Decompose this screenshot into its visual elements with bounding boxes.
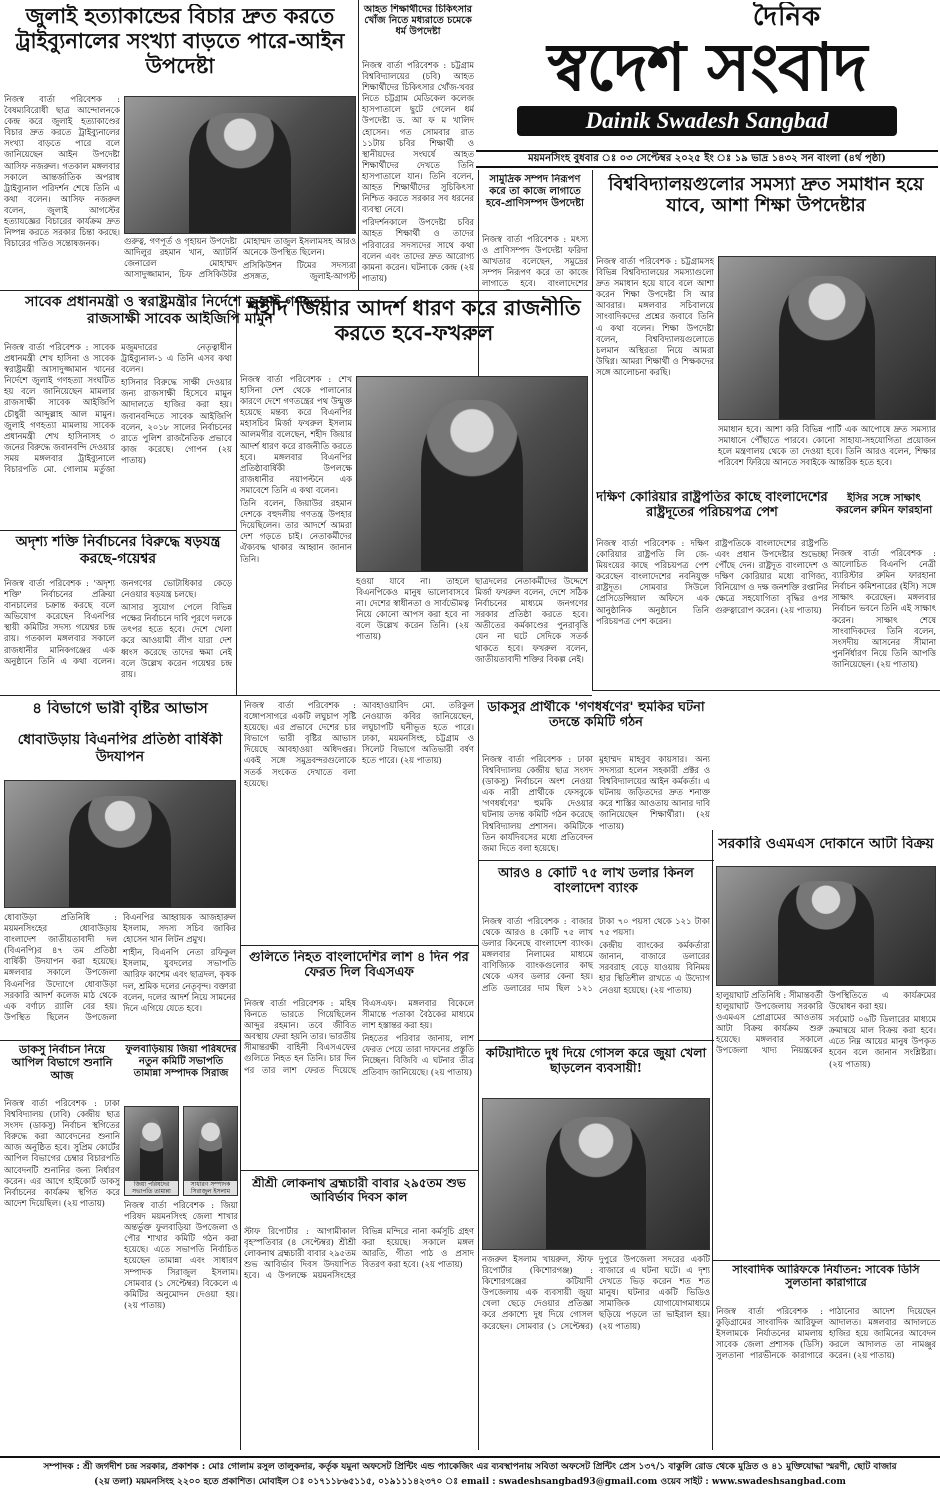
paragraph: হাসিনার বিরুদ্ধে সাক্ষী দেওয়ার জন্য রাজসাক্ষী হিসেবে মামুন আদালতে হাজির করা হয়। জবানবন্দিতে সাবেক আইজিপি বলেন, ২০১৮ সালের নির্বাচনের রাতে পুলিশ রাজনৈতিক প্রভাবে কাজ করেছে। গোপন (২য় পাতায়) <box>121 377 232 465</box>
article-body-marine <box>482 234 588 290</box>
column-rule <box>236 295 237 695</box>
photo-president-tamanna <box>124 1106 179 1196</box>
paragraph: আসার সুযোগ পেলে বিভিন্ন পক্ষের নির্বাচনে দাবি পূরণে দলকে তৎপর হতে হবে। দেশে খেলা করে আওয়ামী লীগ যারা দেশ ধ্বংস করেছে তাদের ক্ষমা নেই বলে উল্লেখ করেন গয়েশ্বর চন্দ্র রায়। <box>121 602 232 679</box>
column-rule <box>358 0 359 290</box>
paragraph: নিজস্ব বার্তা পরিবেশক : মৎস্য ও প্রাণিসম্পদ উপদেষ্টা ফরিদা আখতার বলেছেন, সমুদ্রের সম্পদ নিরূপণ করে তা কাজে লাগাতে হবে। বাংলাদেশের <box>482 234 588 289</box>
photo-caption: জিয়া পরিষদের সভাপতি তামান্না <box>125 1181 178 1195</box>
article-body-invisible-force <box>4 578 232 692</box>
paragraph: নিজস্ব বার্তা পরিবেশক : চট্টগ্রামসহ বিভিন্ন বিশ্ববিদ্যালয়ের সমস্যাগুলো দ্রুত সমাধান হয়ে যাবে বলে আশা করেন শিক্ষা উপদেষ্টা সি আর আবরার। মঙ্গলবার সচিবালয়ে সাংবাদিকদের প্রশ্নের জবাবে তিনি এ কথা বলেন। শিক্ষা উপদেষ্টা বলেন, বিশ্ববিদ্যালয়গুলোতে চলমান অস্থিরতা নিয়ে আমরা উদ্বিগ্ন। আমরা শিক্ষার্থী ও শিক্ষকদের সঙ্গে আলোচনা করছি। <box>596 256 714 377</box>
column-rule <box>478 700 479 1450</box>
paragraph: নজরুল ইসলাম খায়রুল, স্টাফ রিপোর্টার (কিশোরগঞ্জ) : কিশোরগঞ্জের কটিয়াদী উপজেলায় এক ব্যবসায়ী জুয়া খেলা ছেড়ে দেওয়ার প্রতিজ্ঞা করে প্রকাশ্যে দুধ দিয়ে গোসল করেছেন। সোমবার (১ সেপ্টেম্বর) দুপুরে উপজেলা সদরের একটি বাজারে এ ঘটনা ঘটে। এ দৃশ্য দেখতে ভিড় করেন শত শত মানুষ। ঘটনার একটি ভিডিও সামাজিক যোগাযোগমাধ্যমে ছড়িয়ে পড়লে তা ভাইরাল হয়। (২য় পাতায়) <box>482 1254 710 1331</box>
paragraph: মুহাম্মদ মাহবুব কায়সার। অন্য সদস্যরা হলেন সহকারী প্রক্টর ও বিশ্ববিদ্যালয়ের আইন কর্মকর্তা। এ ঘটনায় জড়িতদের দ্রুত শনাক্ত করে শাস্তির আওতায় আনার দাবি জানিয়েছেন শিক্ষার্থীরা। (২য় পাতায়) <box>599 754 710 831</box>
article-body-zia-right <box>356 576 588 692</box>
headline-university-problems: বিশ্ববিদ্যালয়গুলোর সমস্যা দ্রুত সমাধান হয়ে যাবে, আশা শিক্ষা উপদেষ্টার <box>608 174 924 217</box>
section-rule <box>0 695 592 696</box>
article-body-zia-left <box>240 374 352 692</box>
section-rule <box>712 1260 940 1261</box>
paragraph: নিজস্ব বার্তা পরিবেশক : দক্ষিণ কোরিয়ার রাষ্ট্রপতি লি জে-মিয়ংয়ের কাছে পরিচয়পত্র পেশ করেছেন বাংলাদেশের নবনিযুক্ত রাষ্ট্রদূত। সোমবার সিউলে প্রেসিডেন্সিয়াল অফিসে এক আনুষ্ঠানিক অনুষ্ঠানে তিনি পরিচয়পত্র পেশ করেন। <box>596 538 709 626</box>
newspaper-name-latin: Dainik Swadesh Sangbad <box>517 106 897 136</box>
headline-invisible-force: অদৃশ্য শক্তি নির্বাচনের বিরুদ্ধে ষড়যন্ত্র করছে-গয়েশ্বর <box>15 534 221 567</box>
paragraph: ছাত্রদলের নেতাকর্মীদের উদ্দেশে মির্জা ফখরুল বলেন, দেশে সঠিক নির্বাচনের মাধ্যমে জনগণের সরকার প্রতিষ্ঠা করতে হবে। অতীতের কর্মকাণ্ডের পুনরাবৃত্তি যেন না ঘটে সেদিকে সতর্ক থাকতে হবে। ফখরুল বলেন, জাতীয়তাবাদী শক্তির বিকল্প নেই। <box>475 576 588 664</box>
article-body-ducsu-threat <box>482 754 710 858</box>
paragraph: পরিদর্শনকালে উপদেষ্টা চবির আহত শিক্ষার্থী ও তাদের পরিবারের সদস্যদের সাথে কথা বলেন এবং তাদের দ্রুত আরোগ্য কামনা করেন। ঘটনাকে কেন্দ্র (২য় পাতায়) <box>362 217 474 283</box>
article-body-dhobaura <box>4 912 236 1038</box>
imprint-line-2: (২য় তলা) ময়মনসিংহ ২২০০ হতে প্রকাশিত। মোবাইল ঃ ০১৭১১৮৬৫১১৫, ০১৯১১১৪২৩৭০ ঃ email : swadeshsangbad93@gmail.com ওয়েব সাইট : www.swadeshsangbad.com <box>94 1477 846 1487</box>
article-body-loknath <box>244 1226 474 1452</box>
article-body-rain <box>244 700 474 940</box>
paragraph: নিজস্ব বার্তা পরিবেশক : চট্টগ্রাম বিশ্ববিদ্যালয়ের (চবি) আহত শিক্ষার্থীদের চিকিৎসার খোঁজ-খবর নিতে চট্টগ্রাম মেডিকেল কলেজ হাসপাতালে ছুটে গেলেন ধর্ম উপদেষ্টা ড. আ ফ ম খালিদ হোসেন। গত সোমবার রাত ১১টায় চবির শিক্ষার্থী ও স্থানীয়দের সংঘর্ষে আহত শিক্ষার্থীদের দেখতে তিনি হাসপাতালে যান। তিনি বলেন, আহত শিক্ষার্থীদের সুচিকিৎসা নিশ্চিত করতে সরকার সব ধরনের ব্যবস্থা নেবে। <box>362 60 474 215</box>
article-body-ex-igp <box>4 342 232 528</box>
article-body-dollar <box>482 916 710 1038</box>
paragraph: আবহাওয়াবিদ মো. তরিকুল নেওয়াজ কবির জানিয়েছেন, লঘুচাপটি ঘনীভূত হতে পারে। ঢাকা, ময়মনসিংহ, চট্টগ্রাম ও সিলেট বিভাগে অতিভারী বর্ষণ হতে পারে। (২য় পাতায়) <box>362 700 474 766</box>
article-body-omms <box>716 990 936 1256</box>
paragraph: ধোবাউড়া প্রতিনিধি : ময়মনসিংহের ধোবাউড়ায় বাংলাদেশ জাতীয়তাবাদী দল (বিএনপি)র ৪৭ তম প্রতিষ্ঠা বার্ষিকী উদযাপন করা হয়েছে। মঙ্গলবার সকালে উপজেলা বিএনপির উদ্যোগে ধোবাউড়া সরকারি আদর্শ কলেজ মাঠ থেকে এক বর্ণাঢ্য র‍্যালি বের হয়। উপস্থিত ছিলেন উপজেলা বিএনপির আহ্বায়ক আজহারুল ইসলাম, সদস্য সচিব জাকির হোসেন খান লিটন প্রমুখ। <box>4 912 236 1022</box>
section-rule <box>478 860 714 861</box>
headline-ducsu-hearing: ডাকসু নির্বাচন নিয়ে আপিল বিভাগে শুনানি আজ <box>11 1044 113 1082</box>
article-body-katiadi <box>482 1254 710 1452</box>
paragraph: নিজস্ব বার্তা পরিবেশক : শেখ হাসিনা দেশ থেকে পালানোর কারণে দেশে গণতন্ত্রের পথ উন্মুক্ত হয়েছে মন্তব্য করে বিএনপির মহাসচিব মির্জা ফখরুল ইসলাম আলমগীর বলেছেন, শহীদ জিয়ার আদর্শ ধারণ করে রাজনীতি করতে হবে। মঙ্গলবার বিএনপির প্রতিষ্ঠাবার্ষিকী উপলক্ষে রাজধানীর নয়াপল্টনে এক সমাবেশে তিনি এ কথা বলেন। <box>240 374 352 495</box>
paragraph: নিজস্ব বার্তা পরিবেশক : 'অদৃশ্য শক্তি' নির্বাচনের প্রক্রিয়া বানচালের চক্রান্ত করছে বলে অভিযোগ করেছেন বিএনপির স্থায়ী কমিটির সদস্য গয়েশ্বর চন্দ্র রায়। গতকাল মঙ্গলবার সকালে রাজধানীর মানিকগঞ্জের এক অনুষ্ঠানে তিনি এ কথা বলেন। জনগণের ভোটাধিকার কেড়ে নেওয়ার ষড়যন্ত্র চলছে। <box>4 578 232 666</box>
headline-fulbaria-committee: ফুলবাড়িয়ায় জিয়া পরিষদের নতুন কমিটি সভাপতি তামান্না সম্পাদক সিরাজ <box>125 1044 237 1079</box>
paragraph: হালুয়াঘাট প্রতিনিধি : সীমান্তবর্তী হালুয়াঘাট উপজেলায় সরকারি ওএমএস প্রোগ্রামের আওতায় আটা বিক্রয় কার্যক্রম শুরু হয়েছে। মঙ্গলবার সকালে উপজেলা খাদ্য নিয়ন্ত্রকের উপস্থিতিতে এ কার্যক্রমের উদ্বোধন করা হয়। <box>716 990 936 1056</box>
paragraph: নিজস্ব বার্তা পরিবেশক : জিয়া পরিষদ ময়মনসিংহ জেলা শাখার অন্তর্ভুক্ত ফুলবাড়িয়া উপজেলা ও পৌর শাখার কমিটি গঠন করা হয়েছে। এতে সভাপতি নির্বাচিত হয়েছেন তামান্না এবং সাধারণ সম্পাদক সিরাজুল ইসলাম। সোমবার (১ সেপ্টেম্বর) বিকেলে এ কমিটির অনুমোদন দেওয়া হয়। (২য় পাতায়) <box>124 1200 238 1310</box>
paragraph: নিহতের পরিবার জানায়, লাশ ফেরত পেয়ে তারা দাফনের প্রস্তুতি নিচ্ছেন। বিজিবি এ ঘটনার তীব্র প্রতিবাদ জানিয়েছে। (২য় পাতায়) <box>362 1033 474 1077</box>
headline-katiadi-milk-bath: কটিয়াদীতে দুধ দিয়ে গোসল করে জুয়া খেলা ছাড়লেন ব্যবসায়ী! <box>485 1046 707 1075</box>
photo-fakhrul <box>356 376 588 572</box>
paragraph: শাহীন, বিএনপি নেতা রফিকুল ইসলাম, যুবদলের সভাপতি আরিফ কাশেম এবং ছাত্রদল, কৃষক দল, শ্রমিক দলের নেতৃবৃন্দ। বক্তারা বলেন, দলের আদর্শ নিয়ে সামনের দিনে এগিয়ে যেতে হবে। <box>123 947 236 1013</box>
headline-ducsu-threat: ডাকসুর প্রার্থীকে 'গণধর্ষণের' হুমকির ঘটনা তদন্তে কমিটি গঠন <box>487 700 705 731</box>
paragraph: গুরুত্ব, গণপূর্ত ও গৃহায়ন উপদেষ্টা আদিলুর রহমান খান, অ্যাটর্নি জেনারেল মোহাম্মদ আসাদুজ্জামান, চিফ প্রসিকিউটর মোহাম্মদ তাজুল ইসলামসহ আরও অনেকে উপস্থিত ছিলেন। <box>124 236 356 280</box>
headline-omms-flour: সরকারি ওএমএস দোকানে আটা বিক্রয় <box>718 836 934 852</box>
article-body-arif <box>716 1306 936 1452</box>
headline-marine-resources: সামুদ্রিক সম্পদ নিরূপণ করে তা কাজে লাগাতে হবে-প্রাণিসম্পদ উপদেষ্টা <box>486 174 584 209</box>
photo-dhobaura-rally <box>4 780 236 908</box>
photo-omms-shop <box>716 866 936 986</box>
photo-secretary-siraj <box>183 1106 238 1196</box>
headline-rumin-farhana: ইসির সঙ্গে সাক্ষাৎ করলেন রুমিন ফারহানা <box>835 492 933 517</box>
section-rule <box>0 1040 240 1041</box>
paragraph: নিজস্ব বার্তা পরিবেশক : সাবেক প্রধানমন্ত্রী শেখ হাসিনা ও সাবেক স্বরাষ্ট্রমন্ত্রী আসাদুজ্জামান খানের নির্দেশে জুলাই গণহত্যা সংঘটিত হয় বলে জানিয়েছেন মামলার রাজসাক্ষী সাবেক আইজিপি চৌধুরী আব্দুল্লাহ আল মামুন। জুলাই গণহত্যা মামলায় সাবেক প্রধানমন্ত্রী শেখ হাসিনাসহ ৩ জনের বিরুদ্ধে জবানবন্দি দেওয়ার সময় মঙ্গলবার ট্রাইব্যুনালে বিচারপতি মো. গোলাম মর্তুজা মজুমদারের নেতৃত্বাধীন ট্রাইব্যুনাল-১ এ তিনি এসব কথা বলেন। <box>4 342 232 475</box>
article-body-korea <box>596 538 828 688</box>
paragraph: নিজস্ব বার্তা পরিবেশক : মহিষ কিনতে ভারতে গিয়েছিলেন আব্দুর রহমান। তবে জীবিত অবস্থায় ফেরা হয়নি তার। ভারতীয় সীমান্তরক্ষী বাহিনী বিএসএফের গুলিতে নিহত হন তিনি। চার দিন পর তার লাশ ফেরত দিয়েছে বিএসএফ। মঙ্গলবার বিকেলে সীমান্তে পতাকা বৈঠকের মাধ্যমে লাশ হস্তান্তর করা হয়। <box>244 998 474 1075</box>
photo-education-adviser <box>718 256 936 420</box>
paragraph: নিজস্ব বার্তা পরিবেশক : ঢাকা বিশ্ববিদ্যালয় কেন্দ্রীয় ছাত্র সংসদ (ডাকসু) নির্বাচনে অংশ নেওয়া এক নারী প্রার্থীকে ফেসবুকে 'গণধর্ষণের' হুমকি দেওয়ার ঘটনায় তদন্ত কমিটি গঠন করেছে বিশ্ববিদ্যালয় প্রশাসন। কমিটিকে তিন কার্যদিবসের মধ্যে প্রতিবেদন জমা দিতে বলা হয়েছে। <box>482 754 593 853</box>
article-body-bsf <box>244 998 474 1168</box>
paragraph: সর্বমোট ০৬টি ডিলারের মাধ্যমে ক্রমান্বয়ে মাল বিক্রয় করা হবে। এতে নিম্ন আয়ের মানুষ উপকৃত হবেন বলে জানান সংশ্লিষ্টরা। (২য় পাতায়) <box>829 1014 936 1069</box>
paragraph: প্রসিকিউশন টিমের সদস্যরা প্রসঙ্গত, জুলাই-আগস্ট <box>243 260 356 282</box>
article-body-fulbaria <box>124 1200 238 1452</box>
masthead-dainik: দৈনিক <box>752 2 822 32</box>
paragraph: সমাধান হবে। আশা করি বিভিন্ন পার্টি এক আপোষে দ্রুত সমস্যার সমাধানে পৌঁছাতে পারবে। কোনো সাহায্য-সহযোগিতা প্রয়োজন হলে মন্ত্রণালয় থেকে তা দেওয়া হবে। তিনি আরও বলেন, শিক্ষার পরিবেশ ফিরিয়ে আনতে সবাইকে আন্তরিক হতে হবে। <box>718 424 936 468</box>
section-rule <box>240 1170 478 1171</box>
paragraph: নিজস্ব বার্তা পরিবেশক : আলোচিত বিএনপি নেত্রী ব্যারিস্টার রুমিন ফারহানা নির্বাচন কমিশনারের (ইসি) সঙ্গে সাক্ষাৎ করেছেন। মঙ্গলবার নির্বাচন ভবনে তিনি এই সাক্ষাৎ করেন। সাক্ষাৎ শেষে সাংবাদিকদের তিনি বলেন, সংসদীয় আসনের সীমানা পুনর্নির্ধারণ নিয়ে তিনি আপত্তি জানিয়েছেন। (২য় পাতায়) <box>832 548 936 669</box>
imprint-footer <box>0 1456 940 1490</box>
paragraph: স্টাফ রিপোর্টার : আগামীকাল বৃহস্পতিবার (৪ সেপ্টেম্বর) শ্রীশ্রী লোকনাথ ব্রহ্মচারী বাবার ২৯৫তম শুভ আবির্ভাব দিবস উদযাপিত হবে। এ উপলক্ষে ময়মনসিংহের বিভিন্ন মন্দিরে নানা কর্মসূচি গ্রহণ করা হয়েছে। সকালে মঙ্গল আরতি, গীতা পাঠ ও প্রসাদ বিতরণ করা হবে। (২য় পাতায়) <box>244 1226 474 1281</box>
headline-zia-ideals: শহীদ জিয়ার আদর্শ ধারণ করে রাজনীতি করতে হবে-ফখরুল <box>247 296 581 345</box>
paragraph: হওয়া যাবে না। তাহলে বিএনপিকেও মানুষ ভালোবাসবে না। দেশের স্বাধীনতা ও সার্বভৌমত্ব নিয়ে কোনো আপস করা হবে না বলে উল্লেখ করেন তিনি। (২য় পাতায়) <box>356 576 469 642</box>
article-body-injured <box>362 60 474 288</box>
column-rule <box>712 830 713 1450</box>
paragraph: নিজস্ব বার্তা পরিবেশক : কুড়িগ্রামের সাংবাদিক আরিফুল ইসলামকে নির্যাতনের মামলায় সাবেক জেলা প্রশাসক (ডিসি) সুলতানা পারভীনকে কারাগারে পাঠানোর আদেশ দিয়েছেন আদালত। মঙ্গলবার আদালতে হাজির হয়ে জামিনের আবেদন করলে আদালত তা নামঞ্জুর করেন। (২য় পাতায়) <box>716 1306 936 1361</box>
section-rule <box>358 290 592 291</box>
column-rule <box>240 700 241 1450</box>
paragraph: কেন্দ্রীয় ব্যাংকের কর্মকর্তারা জানান, বাজারে ডলারের সরবরাহ বেড়ে যাওয়ায় বিনিময় হার স্থিতিশীল রাখতে এ উদ্যোগ নেওয়া হয়েছে। (২য় পাতায়) <box>599 940 710 995</box>
section-rule <box>0 530 236 531</box>
headline-heavy-rain: ৪ বিভাগে ভারী বৃষ্টির আভাস <box>32 700 208 717</box>
paragraph: নিজস্ব বার্তা পরিবেশক : বঙ্গোপসাগরে একটি লঘুচাপ সৃষ্টি হয়েছে। এর প্রভাবে দেশের চার বিভাগে ভারী বৃষ্টির আভাস দিয়েছে আবহাওয়া অধিদপ্তর। একই সঙ্গে সমুদ্রবন্দরগুলোকে সতর্ক সংকেত দেখাতে বলা হয়েছে। <box>244 700 356 788</box>
paragraph: নিজস্ব বার্তা পরিবেশক : বাজার থেকে আরও ৪ কোটি ৭৫ লাখ ডলার কিনেছে বাংলাদেশ ব্যাংক। মঙ্গলবার নিলামের মাধ্যমে বাণিজ্যিক ব্যাংকগুলোর কাছ থেকে এসব ডলার কেনা হয়। প্রতি ডলারের দাম ছিল ১২১ টাকা ৭০ পয়সা থেকে ১২১ টাকা ৭৫ পয়সা। <box>482 916 710 993</box>
headline-ex-igp-mamun: সাবেক প্রধানমন্ত্রী ও স্বরাষ্ট্রমন্ত্রীর নির্দেশে জুলাই গণহত্যা-রাজসাক্ষী সাবেক আইজিপি মামুন <box>25 294 335 327</box>
photo-caption: সাধারণ সম্পাদক সিরাজুল ইসলাম <box>184 1181 237 1195</box>
article-body-university-2 <box>718 424 936 488</box>
paragraph: নিজস্ব বার্তা পরিবেশক : বৈষম্যবিরোধী ছাত্র আন্দোলনকে কেন্দ্র করে জুলাই হত্যাকাণ্ডের বিচার দ্রুত করতে ট্রাইব্যুনালের সংখ্যা বাড়তে পারে বলে জানিয়েছেন আইন উপদেষ্টা আসিফ নজরুল। গতকাল মঙ্গলবার সকালে আন্তর্জাতিক অপরাধ ট্রাইব্যুনাল পরিদর্শন শেষে তিনি এ কথা বলেন। আসিফ নজরুল বলেন, জুলাই আগস্টের হত্যাযজ্ঞের বিচারের কার্যক্রম দ্রুত নিষ্পন্ন করতে সরকার চিন্তা করছে। বিচারের গতিও সন্তোষজনক। <box>4 94 120 249</box>
headline-bsf-body-returned: গুলিতে নিহত বাংলাদেশির লাশ ৪ দিন পর ফেরত দিল বিএসএফ <box>249 950 469 981</box>
headline-loknath-birthday: শ্রীশ্রী লোকনাথ ব্রহ্মচারী বাবার ২৯৫তম শুভ আবির্ভাব দিবস কাল <box>252 1176 466 1205</box>
section-rule <box>478 1040 714 1041</box>
photo-milk-bath <box>482 1098 710 1250</box>
paragraph: তিনি বলেন, জিয়াউর রহমান দেশকে বহুদলীয় গণতন্ত্র উপহার দিয়েছিলেন। তার আদর্শে আমরা দেশ গড়তে চাই। নেতাকর্মীদের ঐক্যবদ্ধ থাকার আহ্বান জানান তিনি। <box>240 498 352 564</box>
column-rule <box>592 170 593 690</box>
headline-injured-students: আহত শিক্ষার্থীদের চিকিৎসার খোঁজ নিতে মধ্যরাতে চমেকে ধর্ম উপদেষ্টা <box>363 4 473 38</box>
paragraph: রাষ্ট্রপতিকে বাংলাদেশের রাষ্ট্রপতি এবং প্রধান উপদেষ্টার শুভেচ্ছা পৌঁছে দেন। রাষ্ট্রদূত বাংলাদেশ ও দক্ষিণ কোরিয়ার মধ্যে বাণিজ্য, বিনিয়োগ ও দক্ষ জনশক্তি রপ্তানির ক্ষেত্রে সহযোগিতা বৃদ্ধির ওপর গুরুত্বারোপ করেন। (২য় পাতায়) <box>715 538 828 615</box>
headline-july-tribunal: জুলাই হত্যাকান্ডের বিচার দ্রুত করতে ট্রাইব্যুনালের সংখ্যা বাড়তে পারে-আইন উপদেষ্টা <box>15 4 345 78</box>
section-rule <box>592 690 940 691</box>
headline-korea-credentials: দক্ষিণ কোরিয়ার রাষ্ট্রপতির কাছে বাংলাদেশের রাষ্ট্রদূতের পরিচয়পত্র পেশ <box>596 490 828 521</box>
section-rule <box>0 290 358 291</box>
newspaper-name: স্বদেশ সংবাদ <box>547 29 867 106</box>
article-body-university <box>596 256 714 480</box>
imprint-line-1: সম্পাদক : শ্রী জগদীশ চন্দ্র সরকার, প্রকাশক : মোঃ গোলাম রসুল তালুকদার, কর্তৃক যমুনা অফসেট প্রিন্টিং এন্ড প্যাকেজিং এর ব্যবস্থাপনায় সবিতা অফসেট প্রিন্টিং প্রেস ১৩৭/১ বাকুলি রোড থেকে মুদ্রিত ও ৪১ মুক্তিযোদ্ধা স্মরণী, ছোট বাজার <box>43 1462 897 1472</box>
article-body-rumin <box>832 548 936 688</box>
masthead <box>476 2 938 150</box>
headline-journalist-arif: সাংবাদিক আরিফকে নির্যাতন: সাবেক ডিসি সুলতানা কারাগারে <box>732 1264 920 1289</box>
section-rule <box>240 945 478 946</box>
photo-law-adviser <box>124 96 356 234</box>
article-body-july-2 <box>124 236 356 290</box>
dateline: ময়মনসিংহ বুধবার ঃ ০৩ সেপ্টেম্বর ২০২৫ ইং ঃ ১৯ ভাদ্র ১৪৩২ সন বাংলা (৪র্থ পৃষ্ঠা) <box>476 150 938 168</box>
headline-dhobaura-bnp: ধোবাউড়ায় বিএনপির প্রতিষ্ঠা বার্ষিকী উদযাপন <box>17 732 223 765</box>
paragraph: নিজস্ব বার্তা পরিবেশক : ঢাকা বিশ্ববিদ্যালয় (ঢাবি) কেন্দ্রীয় ছাত্র সংসদ (ডাকসু) নির্বাচন স্থগিতের বিরুদ্ধে করা আবেদনের শুনানি আজ অনুষ্ঠিত হবে। সুপ্রিম কোর্টের আপিল বিভাগের চেম্বার বিচারপতি আবেদনটি শুনানির জন্য নির্ধারণ করেন। এর আগে হাইকোর্ট ডাকসু নির্বাচনের কার্যক্রম স্থগিত করে আদেশ দিয়েছিল। (২য় পাতায়) <box>4 1098 120 1208</box>
article-body-july <box>4 94 120 256</box>
article-body-ducsu-hearing <box>4 1098 120 1452</box>
headline-dollar-purchase: আরও ৪ কোটি ৭৫ লাখ ডলার কিনল বাংলাদেশ ব্যাংক <box>498 866 694 897</box>
